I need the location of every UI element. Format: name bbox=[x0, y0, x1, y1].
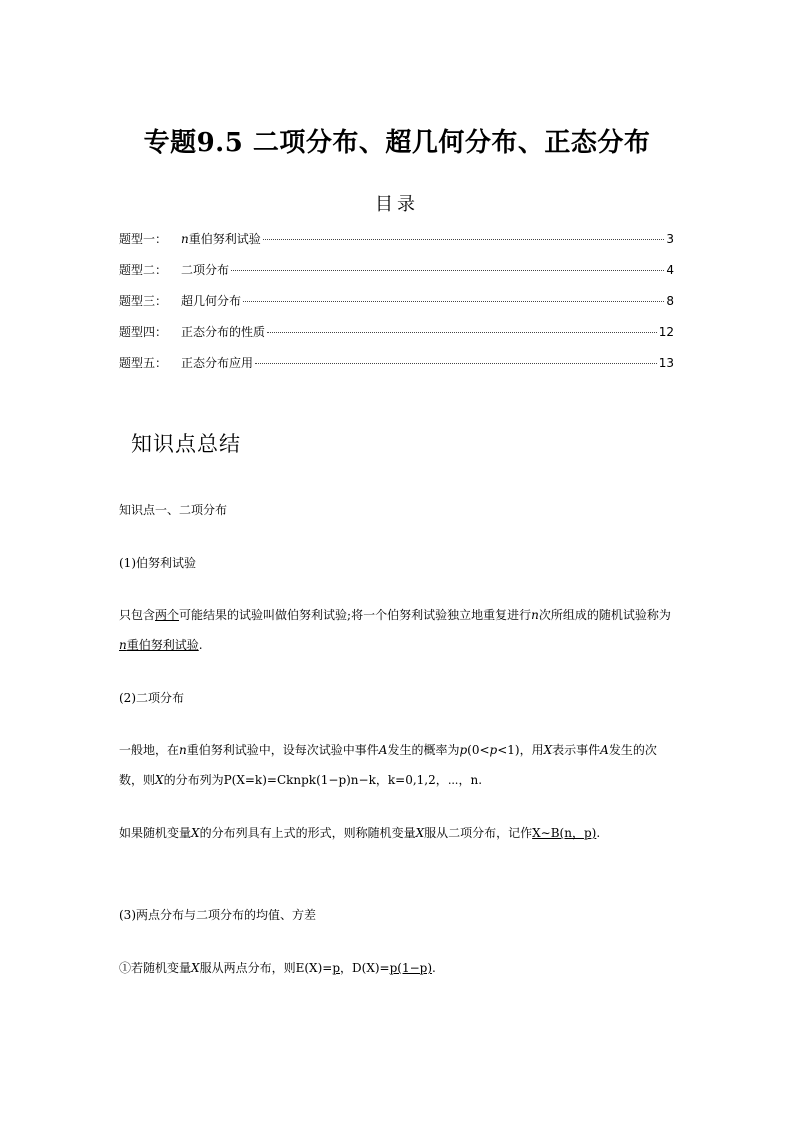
toc-entry-title: 正态分布的性质 bbox=[181, 325, 266, 339]
toc-leader bbox=[243, 301, 664, 302]
toc-entry-label: 题型四： bbox=[119, 325, 168, 339]
toc-entry[interactable] bbox=[119, 292, 674, 323]
binomial-formula: P(X=k)=Cknpk(1−p)n−k，k=0,1,2，⋯，n. bbox=[223, 773, 483, 787]
toc-entry-title: 二项分布 bbox=[181, 263, 230, 277]
toc-entry-page: 3 bbox=[666, 232, 674, 246]
toc-entry-title: n重伯努利试验 bbox=[181, 232, 261, 246]
toc-entry-page: 4 bbox=[666, 263, 674, 277]
toc-entry-label: 题型三： bbox=[119, 294, 168, 308]
paragraph-binomial-definition: 如果随机变量X的分布列具有上式的形式，则称随机变量X服从二项分布，记作X∼B(n，p). bbox=[119, 826, 601, 840]
toc-entry-title: 超几何分布 bbox=[181, 294, 242, 308]
toc-entry[interactable] bbox=[119, 261, 674, 292]
underlined-term: X∼B(n， bbox=[532, 826, 584, 840]
toc-entry[interactable] bbox=[119, 230, 674, 261]
underlined-term: 两个 bbox=[155, 608, 180, 622]
toc-leader bbox=[267, 332, 657, 333]
paragraph-binomial: 一般地，在n重伯努利试验中，设每次试验中事件A发生的概率为p(0<p<1)，用X表示事件A发生的次数，则X的分布列为P(X=k)=Cknpk(1−p)n−k，k=0,1,2，⋯，n. bbox=[119, 743, 657, 787]
paragraph-bernoulli: 只包含两个可能结果的试验叫做伯努利试验;将一个伯努利试验独立地重复进行n次所组成的随机试验称为n重伯努利试验. bbox=[119, 608, 671, 652]
document-title: 专题9.5 二项分布、超几何分布、正态分布 bbox=[143, 128, 651, 158]
table-of-contents bbox=[119, 230, 674, 385]
underlined-term: p bbox=[332, 961, 340, 975]
toc-entry-page: 8 bbox=[666, 294, 674, 308]
subheading-binomial: (2)二项分布 bbox=[119, 691, 184, 705]
toc-heading: 目录 bbox=[375, 194, 419, 215]
toc-entry[interactable] bbox=[119, 354, 674, 385]
underlined-term: p(1−p) bbox=[389, 961, 433, 975]
underlined-term: p) bbox=[583, 826, 597, 840]
paragraph-two-point: ①若随机变量X服从两点分布，则E(X)=p，D(X)=p(1−p). bbox=[119, 961, 436, 975]
toc-leader bbox=[263, 239, 665, 240]
knowledge-point-heading: 知识点一、二项分布 bbox=[119, 503, 228, 517]
toc-entry-title: 正态分布应用 bbox=[181, 356, 254, 370]
section-heading: 知识点总结 bbox=[131, 432, 241, 456]
toc-entry-label: 题型一： bbox=[119, 232, 168, 246]
toc-entry-label: 题型五： bbox=[119, 356, 168, 370]
underlined-term: n重伯努利试验 bbox=[119, 638, 199, 652]
subheading-mean-variance: (3)两点分布与二项分布的均值、方差 bbox=[119, 908, 316, 922]
toc-entry-page: 13 bbox=[658, 356, 674, 370]
toc-leader bbox=[255, 363, 657, 364]
subheading-bernoulli: (1)伯努利试验 bbox=[119, 556, 196, 570]
toc-entry-page: 12 bbox=[658, 325, 674, 339]
toc-entry[interactable] bbox=[119, 323, 674, 354]
toc-entry-label: 题型二： bbox=[119, 263, 168, 277]
toc-entry-var: n bbox=[181, 232, 189, 246]
toc-leader bbox=[231, 270, 664, 271]
